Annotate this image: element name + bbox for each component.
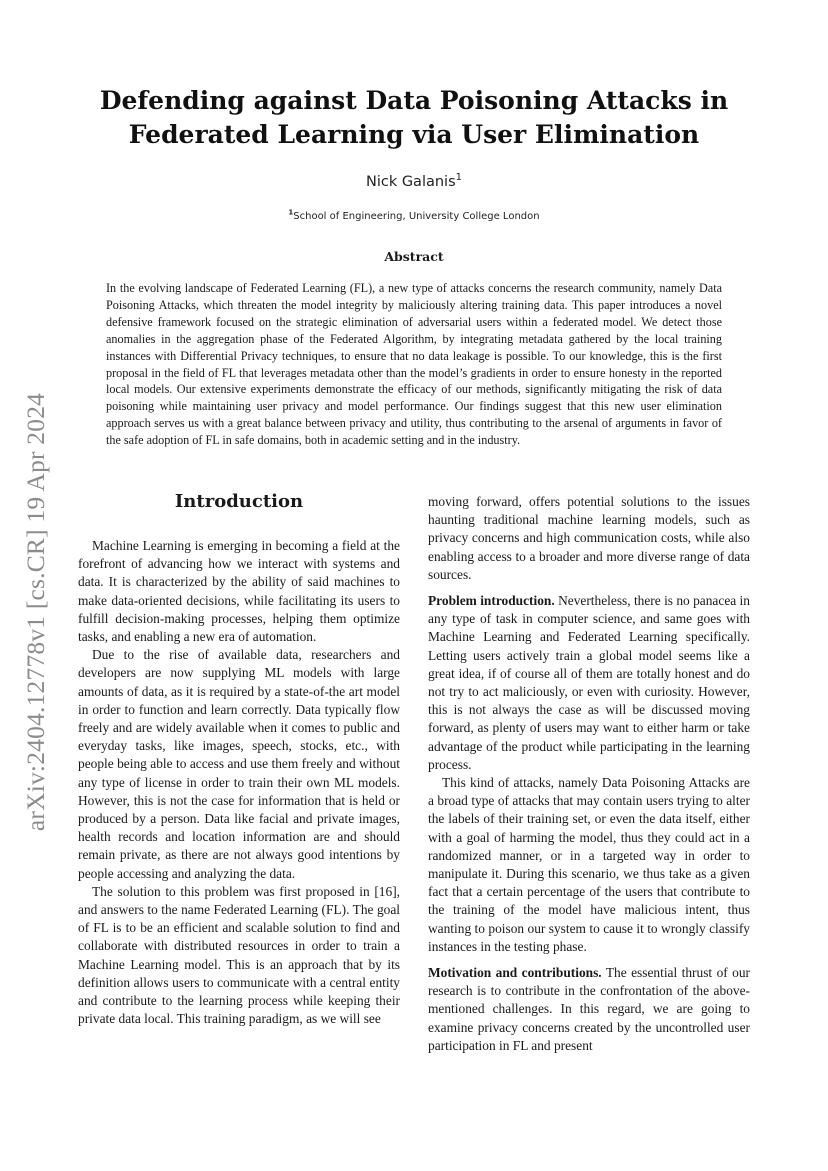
paragraph: Machine Learning is emerging in becoming a field at the forefront of advancing how we interact with systems and data. It is characterized by the ability of said machines to make data-oriented decisions, while facilitating its users to fulfill decision-making processes, helping them optimize tasks, and enabling a new era of automation. — [78, 538, 400, 645]
paragraph-motivation — [428, 964, 750, 1055]
paragraph-text: The essential thrust of our research is to contribute in the confrontation of the above-mentioned challenges. In this regard, we are going to examine privacy concerns created by the uncontrolled user participation in FL and present — [428, 965, 751, 1053]
author-line — [0, 174, 828, 190]
paragraph: moving forward, offers potential solutions to the issues haunting traditional machine learning models, such as privacy concerns and high communication costs, while also enabling access to a broader and more diverse range of data sources. — [428, 494, 750, 582]
abstract-body: In the evolving landscape of Federated Learning (FL), a new type of attacks concerns the research community, namely Data Poisoning Attacks, which threaten the model integrity by maliciously altering training data. This paper introduces a novel defensive framework focused on the strategic elimination of adversarial users within a federated model. We detect those anomalies in the aggregation phase of the Federated Algorithm, by integrating metadata gathered by the local training instances with Differential Privacy techniques, to ensure that no data leakage is possible. To our knowledge, this is the first proposal in the field of FL that leverages metadata other than the model’s gradients in order to ensure honesty in the reported local models. Our extensive experiments demonstrate the efficacy of our methods, significantly mitigating the risk of data poisoning while maintaining user privacy and model performance. Our findings suggest that this new user elimination approach serves us with a great balance between privacy and utility, thus contributing to the arsenal of arguments in favor of the safe adoption of FL in safe domains, both in academic setting and in the industry. — [106, 281, 722, 448]
paper-title — [80, 84, 748, 152]
title-line: Federated Learning via User Elimination — [128, 120, 700, 149]
run-in-heading: Motivation and contributions. — [428, 965, 602, 981]
affiliation-text: School of Engineering, University College London — [293, 211, 540, 222]
abstract-heading: Abstract — [384, 249, 444, 264]
arxiv-identifier — [18, 362, 54, 862]
author-name: Nick Galanis — [365, 174, 456, 190]
paragraph: Due to the rise of available data, researchers and developers are now supplying ML models with large amounts of data, as it is required by a state-of-the art model in order to function and learn correctly. Data typically flow freely and are widely available when it comes to public and everyday tasks, like images, speech, stocks, etc., with people being able to access and use them freely and without any type of license in order to train their own ML models. However, this is not the case for information that is held or produced by a person. Data like facial and private images, health records and location information are and should remain private, as there are not always good intentions by people accessing and analyzing the data. — [78, 647, 400, 881]
author-affiliation-mark: 1 — [455, 172, 463, 184]
section-heading-introduction: Introduction — [174, 491, 304, 512]
left-column — [78, 487, 400, 1028]
paragraph-problem-introduction — [428, 592, 750, 774]
affiliation-mark: 1 — [288, 208, 294, 217]
paragraph-text: Nevertheless, there is no panacea in any type of task in computer science, and same goes with Machine Learning and Federated Learning specifically. Letting users actively train a global model seems like a great idea, if of course all of them are totally honest and do not try to act maliciously, or even with curiosity. However, this is not always the case as will be discussed moving forward, as plenty of users may want to either harm or take advantage of the product while participating in the learning process. — [428, 593, 750, 772]
run-in-heading: Problem introduction. — [428, 593, 555, 609]
title-line: Defending against Data Poisoning Attacks in — [99, 86, 729, 115]
paragraph: The solution to this problem was first proposed in [16], and answers to the name Federated Learning (FL). The goal of FL is to be an efficient and scalable solution to find and collaborate with distributed resources in order to train a Machine Learning model. This is an approach that by its definition allows users to communicate with a central entity and contribute to the learning process while keeping their private data local. This training paradigm, as we will see — [78, 883, 400, 1027]
paragraph: This kind of attacks, namely Data Poisoning Attacks are a broad type of attacks that may contain users trying to alter the labels of their training set, or even the data itself, either with a goal of harming the model, thus they could act in a randomized manner, or in a targeted way in order to manipulate it. During this scenario, we thus take as a given fact that a certain percentage of the users that contribute to the training of the model have malicious intent, thus wanting to poison our system to cause it to wrongly classify instances in the testing phase. — [428, 775, 750, 954]
arxiv-identifier-text: arXiv:2404.12778v1 [cs.CR] 19 Apr 2024 — [21, 392, 50, 832]
affiliation-line — [0, 208, 828, 222]
right-column — [428, 493, 750, 1055]
